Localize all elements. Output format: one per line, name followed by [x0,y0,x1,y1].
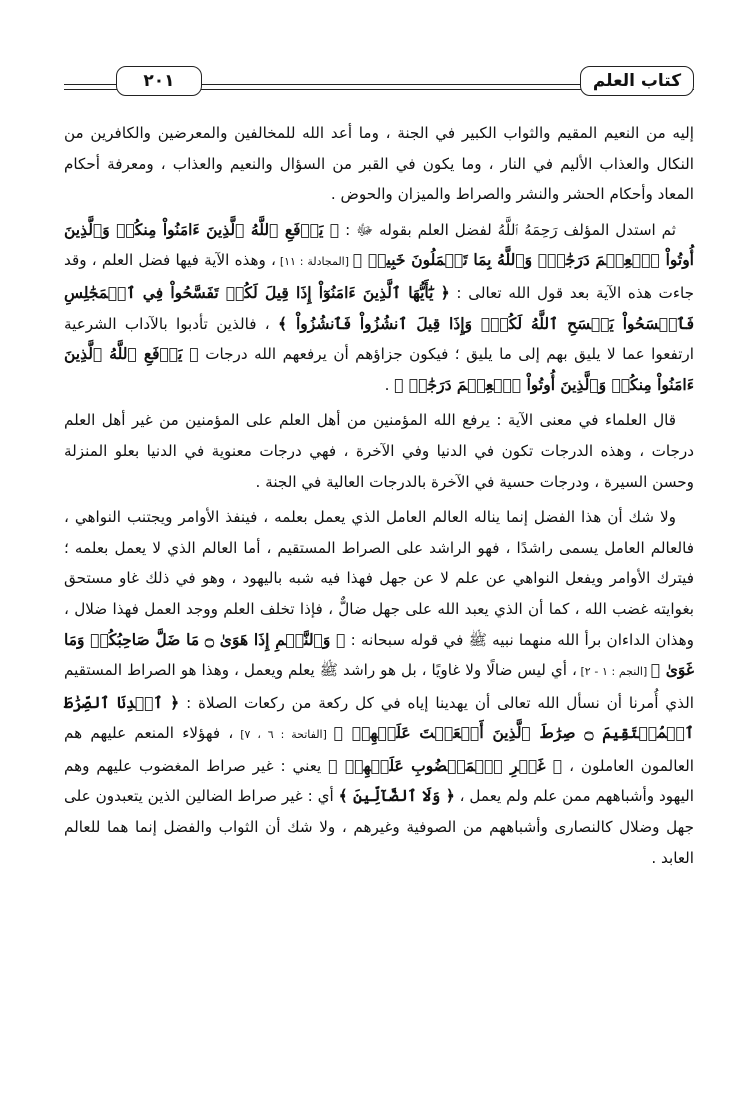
body-text: ، فهؤلاء المنعم عليهم هم العالمون العاملون ، [64,724,694,775]
chapter-title: كتاب العلم [580,66,694,96]
verse-reference: [المجادلة : ١١] [275,255,353,269]
page-number: ٢٠١ [116,66,202,96]
body-text: يعني : غير صراط المغضوب عليهم وهم اليهود وأشباههم ممن علم ولم يعمل ، [64,756,695,806]
page-body [64,118,694,873]
verse-reference: [الفاتحة : ٦ ، ٧] [233,728,334,742]
body-text: ، فالذين تأدبوا بالآداب الشرعية ارتفعوا عما لا يليق بهم إلى ما يليق ؛ فيكون جزاؤهم أن يرفعهم الله درجات [64,314,694,364]
body-text: ، أي ليس ضالًا ولا غاويًا ، بل هو راشد ﷺ يعلم ويعمل ، وهذا هو الصراط المستقيم الذي أُمرنا أن نسأل الله تعالى أن يهدينا إياه في كل ركعة من ركعات الصلاة : [64,661,694,712]
quran-verse: ﴿ يَرۡفَعِ ٱللَّهُ ٱلَّذِينَ ءَامَنُواْ مِنكُمۡ وَٱلَّذِينَ أُوتُواْ ٱلۡعِلۡمَ دَرَجَٰتٖۚ وَٱللَّهُ بِمَا تَعۡمَلُونَ خَبِيرٞ ﴾ [64,219,694,270]
paragraph [64,405,694,497]
quran-verse: ﴿ وَٱلنَّجۡمِ إِذَا هَوَىٰ ۝ مَا ضَلَّ صَاحِبُكُمۡ وَمَا غَوَىٰ ﴾ [64,629,694,680]
body-text: إليه من النعيم المقيم والثواب الكبير في الجنة ، وما أعد الله للمخالفين والمعرضين والكافرين من النكال والعذاب الأليم في النار ، وما يكون في القبر من السؤال والنعيم والعذاب ، ومعرفة أحكام المعاد وأحكام الحشر والنشر والصراط والميزان والحوض . [64,124,694,204]
quran-verse: ﴿ يَٰٓأَيُّهَا ٱلَّذِينَ ءَامَنُوٓاْ إِذَا قِيلَ لَكُمۡ تَفَسَّحُواْ فِي ٱلۡمَجَٰلِسِ فَٱفۡسَحُواْ يَفۡسَحِ ٱللَّهُ لَكُمۡۖ وَإِذَا قِيلَ ٱنشُزُواْ فَٱنشُزُواْ ﴾ [64,282,694,333]
body-text: ، وهذه الآية فيها فضل العلم ، وقد جاءت هذه الآية بعد قول الله تعالى : [64,251,694,302]
paragraph [64,215,694,401]
body-text: قال العلماء في معنى الآية : يرفع الله المؤمنين من أهل العلم على المؤمنين من غير أهل العلم درجات ، وهذه الدرجات تكون في الدنيا وفي الآخرة ، فهي درجات معنوية في الدنيا بعلو المنزلة وحسن السيرة ، ودرجات حسية في الآخرة بالدرجات العالية في الجنة . [64,411,694,491]
quran-verse: ﴿ ٱهۡدِنَا ٱلصِّرَٰطَ ٱلۡمُسۡتَقِيمَ ۝ صِرَٰطَ ٱلَّذِينَ أَنۡعَمۡتَ عَلَيۡهِمۡ ﴾ [64,692,694,743]
quran-verse: ﴿ يَرۡفَعِ ٱللَّهُ ٱلَّذِينَ ءَامَنُواْ مِنكُمۡ وَٱلَّذِينَ أُوتُواْ ٱلۡعِلۡمَ دَرَجَٰتٖ ﴾ [64,344,694,394]
body-text: . [384,375,395,394]
book-page [64,60,694,878]
page-header [64,60,694,100]
quran-verse: ﴿ غَيۡرِ ٱلۡمَغۡضُوبِ عَلَيۡهِمۡ ﴾ [328,755,563,775]
paragraph [64,502,694,873]
verse-reference: [النجم : ١ - ٢] [576,665,651,679]
body-text: ولا شك أن هذا الفضل إنما يناله العالم العامل الذي يعمل بعلمه ، فينفذ الأوامر ويجتنب النواهي ، فالعالم العامل يسمى راشدًا ، فهو الراشد على الصراط المستقيم ، أما العالم الذي لا يعمل بعلمه ؛ فيترك الأوامر ويفعل النواهي عن علم لا عن جهل فهذا فيه شبه باليهود ، وهو في ذلك غاو مستحق بغوايته غضب الله ، كما أن الذي يعبد الله على جهل ضالٌّ ، فإذا تخلف العلم ووجد العمل فهذا ضلال ، وهذان الداءان برأ الله منهما نبيه ﷺ في قوله سبحانه : [64,508,694,649]
paragraph [64,118,694,210]
quran-verse: ﴿ وَلَا ٱلضَّآلِّينَ ﴾ [338,786,455,806]
body-text: ثم استدل المؤلف رَحِمَهُ ٱللَّهُ لفضل العلم بقوله ﷻ : [339,220,676,239]
body-text: أي : غير صراط الضالين الذين يتعبدون على جهل وضلال كالنصارى وأشباههم من الصوفية وغيرهم ، ولا شك أن الثواب والفضل إنما هما للعالم العابد . [64,787,694,867]
